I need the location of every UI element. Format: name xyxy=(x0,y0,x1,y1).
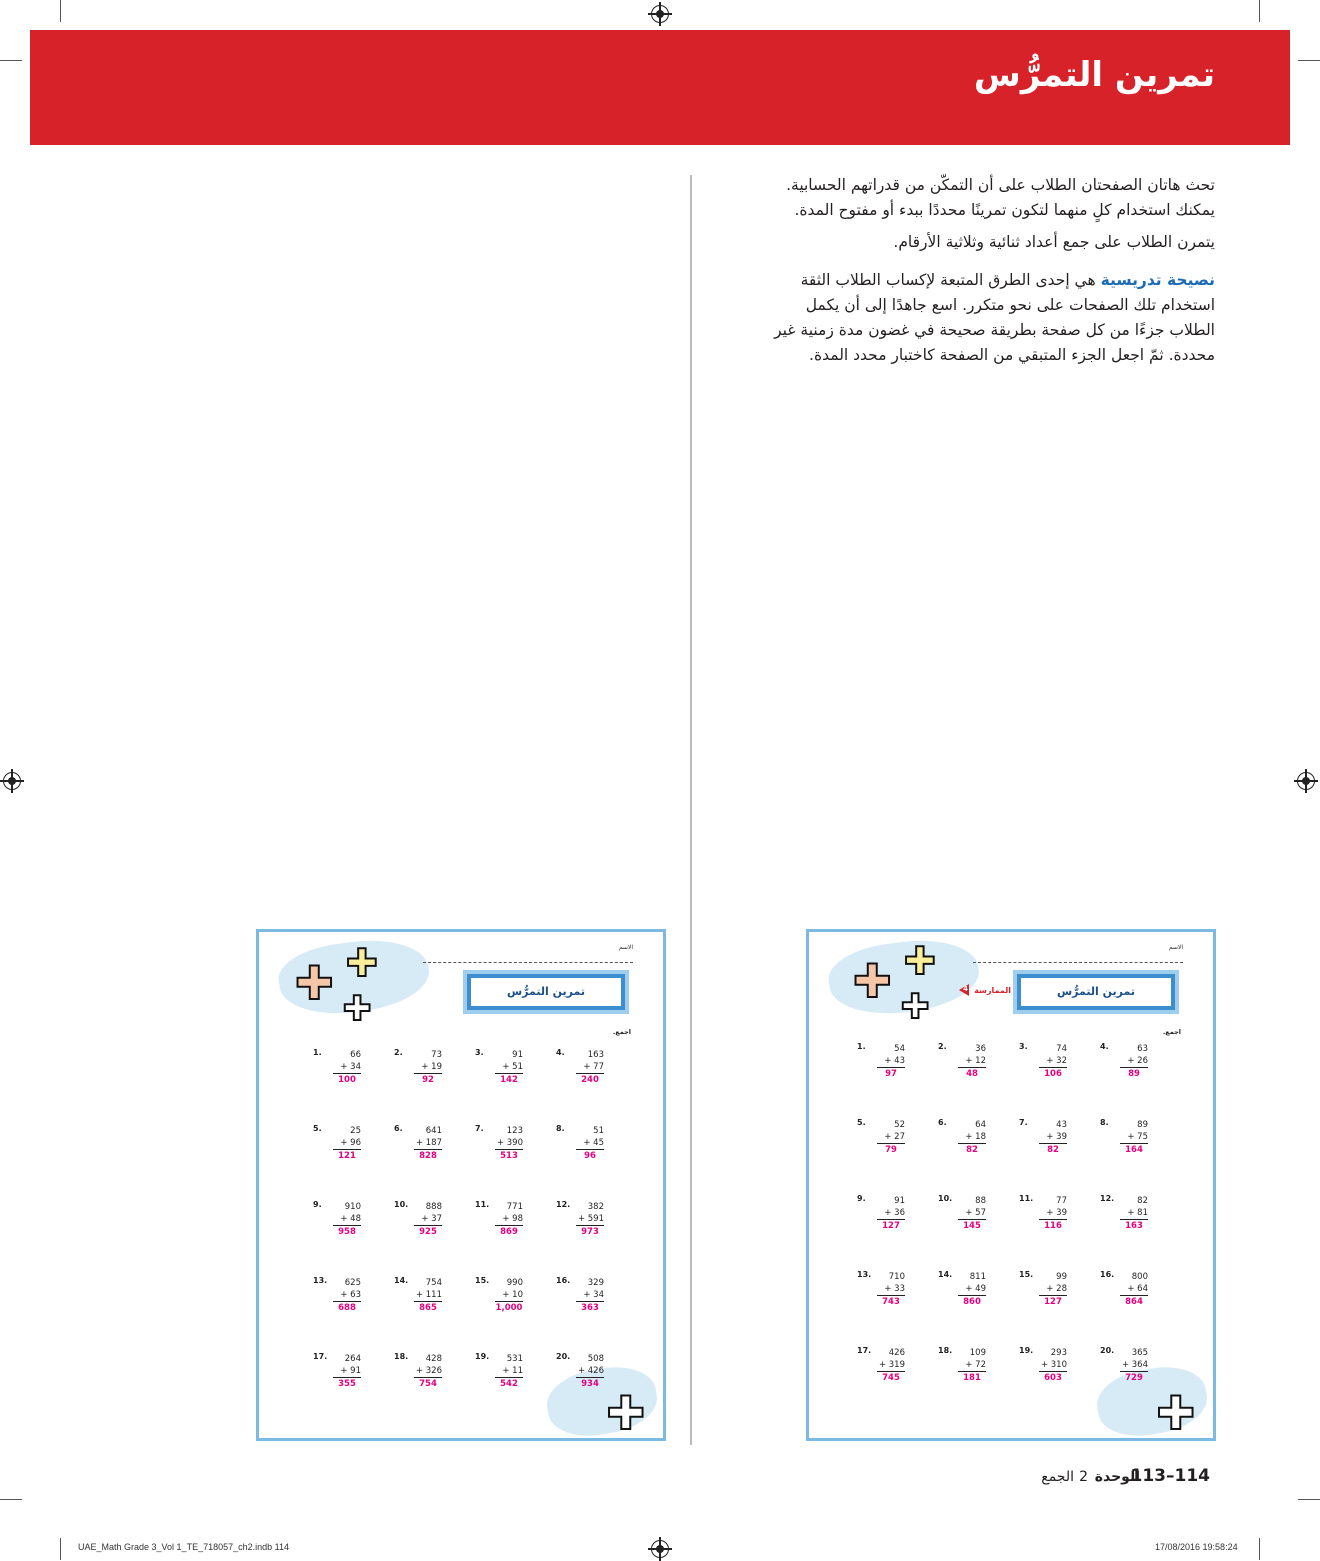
addition-problem xyxy=(1100,1118,1160,1158)
addend-bottom: + 98 xyxy=(495,1214,523,1226)
problem-number: 7. xyxy=(1019,1118,1028,1127)
addend-bottom: + 64 xyxy=(1120,1284,1148,1296)
answer: 869 xyxy=(500,1227,518,1237)
page-range: 113–114 xyxy=(1130,1466,1210,1486)
addition-problem xyxy=(857,1194,917,1234)
addend-bottom: + 81 xyxy=(1120,1208,1148,1220)
addend-top: 811 xyxy=(969,1272,986,1282)
problem-number: 10. xyxy=(394,1200,409,1209)
addend-bottom: + 32 xyxy=(1039,1056,1067,1068)
problem-number: 15. xyxy=(475,1276,490,1285)
addition-problem xyxy=(938,1194,998,1234)
addend-top: 25 xyxy=(350,1126,361,1136)
addition-problem xyxy=(1019,1346,1079,1386)
problem-number: 17. xyxy=(857,1346,872,1355)
plus-sign-icon: ✚ xyxy=(346,941,378,985)
addend-top: 82 xyxy=(1137,1196,1148,1206)
answer: 743 xyxy=(882,1297,900,1307)
crop-mark xyxy=(1298,60,1320,61)
addend-top: 428 xyxy=(425,1354,442,1364)
crop-mark xyxy=(60,0,61,22)
addend-top: 754 xyxy=(425,1278,442,1288)
addend-bottom: + 390 xyxy=(496,1138,523,1148)
crop-mark xyxy=(60,1538,61,1560)
addition-problem xyxy=(938,1346,998,1386)
addend-top: 109 xyxy=(969,1348,986,1358)
plus-sign-icon: ✚ xyxy=(904,939,936,983)
answer: 106 xyxy=(1044,1069,1062,1079)
addition-problem xyxy=(313,1124,373,1164)
practice-number: 4 xyxy=(963,985,968,993)
addend-top: 990 xyxy=(506,1278,523,1288)
addend-bottom: + 63 xyxy=(333,1290,361,1302)
problem-number: 8. xyxy=(556,1124,565,1133)
addend-top: 66 xyxy=(350,1050,361,1060)
addition-problem xyxy=(556,1124,616,1164)
problem-number: 11. xyxy=(475,1200,490,1209)
file-slug: UAE_Math Grade 3_Vol 1_TE_718057_ch2.indb 114 xyxy=(78,1542,289,1552)
crop-mark xyxy=(1298,1499,1320,1500)
addend-top: 426 xyxy=(888,1348,905,1358)
addend-bottom: + 310 xyxy=(1040,1360,1067,1370)
addition-problem xyxy=(394,1276,454,1316)
addition-problem xyxy=(475,1048,535,1088)
problem-number: 3. xyxy=(1019,1042,1028,1051)
addend-bottom: + 26 xyxy=(1120,1056,1148,1068)
addition-problem xyxy=(1019,1118,1079,1158)
answer: 100 xyxy=(338,1075,356,1085)
addition-problem xyxy=(556,1048,616,1088)
problem-number: 8. xyxy=(1100,1118,1109,1127)
addend-bottom: + 326 xyxy=(415,1366,442,1376)
plus-sign-icon: ✚ xyxy=(853,954,892,1008)
addend-top: 508 xyxy=(587,1354,604,1364)
crop-mark xyxy=(1259,0,1260,22)
problem-number: 6. xyxy=(394,1124,403,1133)
addition-problem xyxy=(556,1276,616,1316)
addition-problem xyxy=(938,1270,998,1310)
addend-bottom: + 57 xyxy=(958,1208,986,1220)
addend-top: 123 xyxy=(506,1126,523,1136)
answer: 542 xyxy=(500,1379,518,1389)
addend-top: 800 xyxy=(1131,1272,1148,1282)
tip-line: الطلاب جزءًا من كل صفحة بطريقة صحيحة في غضون مدة زمنية غير xyxy=(774,321,1215,339)
addition-problem xyxy=(394,1124,454,1164)
problem-number: 7. xyxy=(475,1124,484,1133)
addend-top: 51 xyxy=(593,1126,604,1136)
addend-bottom: + 39 xyxy=(1039,1208,1067,1220)
addend-bottom: + 426 xyxy=(577,1366,604,1376)
addend-top: 54 xyxy=(894,1044,905,1054)
addend-top: 163 xyxy=(587,1050,604,1060)
addend-top: 641 xyxy=(425,1126,442,1136)
answer: 97 xyxy=(885,1069,897,1079)
answer: 1,000 xyxy=(495,1303,523,1313)
answer: 754 xyxy=(419,1379,437,1389)
teaching-tip xyxy=(695,268,1215,368)
addition-problem xyxy=(1100,1194,1160,1234)
addend-bottom: + 34 xyxy=(333,1062,361,1074)
plus-sign-icon: ✚ xyxy=(343,989,372,1029)
addend-top: 63 xyxy=(1137,1044,1148,1054)
addend-bottom: + 51 xyxy=(495,1062,523,1074)
addend-top: 264 xyxy=(344,1354,361,1364)
problem-number: 5. xyxy=(313,1124,322,1133)
problem-number: 2. xyxy=(938,1042,947,1051)
problem-number: 5. xyxy=(857,1118,866,1127)
answer: 363 xyxy=(581,1303,599,1313)
answer: 145 xyxy=(963,1221,981,1231)
problem-number: 18. xyxy=(938,1346,953,1355)
answer: 116 xyxy=(1044,1221,1062,1231)
answer: 934 xyxy=(581,1379,599,1389)
tip-heading: نصيحة تدريسية xyxy=(1100,271,1215,289)
plus-sign-icon: ✚ xyxy=(901,987,930,1027)
instruction: اجمع. xyxy=(612,1028,631,1036)
problem-number: 2. xyxy=(394,1048,403,1057)
name-field xyxy=(423,952,633,963)
addend-bottom: + 11 xyxy=(495,1366,523,1378)
addend-bottom: + 364 xyxy=(1121,1360,1148,1370)
answer: 142 xyxy=(500,1075,518,1085)
crop-mark xyxy=(0,60,22,61)
addend-bottom: + 36 xyxy=(877,1208,905,1220)
problem-number: 9. xyxy=(313,1200,322,1209)
answer: 48 xyxy=(966,1069,978,1079)
problem-number: 19. xyxy=(1019,1346,1034,1355)
addend-top: 88 xyxy=(975,1196,986,1206)
answer: 688 xyxy=(338,1303,356,1313)
addition-problem xyxy=(1100,1042,1160,1082)
addend-top: 99 xyxy=(1056,1272,1067,1282)
addend-bottom: + 34 xyxy=(576,1290,604,1302)
answer: 355 xyxy=(338,1379,356,1389)
addend-top: 64 xyxy=(975,1120,986,1130)
intro-paragraph-2: يتمرن الطلاب على جمع أعداد ثنائية وثلاثية الأرقام. xyxy=(893,233,1215,251)
problem-number: 1. xyxy=(313,1048,322,1057)
practice-label: الممارسة xyxy=(974,986,1011,995)
problem-number: 20. xyxy=(556,1352,571,1361)
crop-mark xyxy=(1259,1538,1260,1560)
addend-bottom: + 18 xyxy=(958,1132,986,1144)
problem-number: 14. xyxy=(938,1270,953,1279)
addition-problem xyxy=(313,1200,373,1240)
registration-mark-icon xyxy=(1297,772,1315,790)
answer: 828 xyxy=(419,1151,437,1161)
answer: 603 xyxy=(1044,1373,1062,1383)
crop-mark xyxy=(0,1499,22,1500)
plus-sign-icon: ✚ xyxy=(295,956,334,1010)
addend-top: 531 xyxy=(506,1354,523,1364)
answer: 121 xyxy=(338,1151,356,1161)
answer: 860 xyxy=(963,1297,981,1307)
addend-top: 382 xyxy=(587,1202,604,1212)
tip-line xyxy=(695,268,1215,293)
problem-number: 4. xyxy=(1100,1042,1109,1051)
answer: 973 xyxy=(581,1227,599,1237)
addend-top: 36 xyxy=(975,1044,986,1054)
addend-top: 89 xyxy=(1137,1120,1148,1130)
answer: 82 xyxy=(1047,1145,1059,1155)
addition-problem xyxy=(938,1118,998,1158)
problem-number: 12. xyxy=(1100,1194,1115,1203)
addend-bottom: + 187 xyxy=(415,1138,442,1148)
problem-number: 14. xyxy=(394,1276,409,1285)
addition-problem xyxy=(857,1346,917,1386)
problem-number: 20. xyxy=(1100,1346,1115,1355)
addend-bottom: + 319 xyxy=(878,1360,905,1370)
addend-bottom: + 49 xyxy=(958,1284,986,1296)
addend-top: 77 xyxy=(1056,1196,1067,1206)
addend-bottom: + 91 xyxy=(333,1366,361,1378)
problem-number: 17. xyxy=(313,1352,328,1361)
addition-problem xyxy=(475,1276,535,1316)
instruction: اجمع. xyxy=(1162,1028,1181,1036)
intro-paragraph xyxy=(715,173,1215,223)
answer: 745 xyxy=(882,1373,900,1383)
problem-number: 15. xyxy=(1019,1270,1034,1279)
addition-problem xyxy=(394,1048,454,1088)
addition-problem xyxy=(857,1042,917,1082)
addition-problem xyxy=(313,1048,373,1088)
addend-bottom: + 33 xyxy=(877,1284,905,1296)
answer: 96 xyxy=(584,1151,596,1161)
answer: 864 xyxy=(1125,1297,1143,1307)
addend-bottom: + 39 xyxy=(1039,1132,1067,1144)
addend-bottom: + 48 xyxy=(333,1214,361,1226)
answer: 163 xyxy=(1125,1221,1143,1231)
answer: 513 xyxy=(500,1151,518,1161)
addend-bottom: + 111 xyxy=(415,1290,442,1300)
intro-line: تحث هاتان الصفحتان الطلاب على أن التمكّن من قدراتهم الحسابية. xyxy=(786,176,1215,194)
addend-top: 52 xyxy=(894,1120,905,1130)
addition-problem xyxy=(1100,1270,1160,1310)
column-divider xyxy=(690,175,692,1445)
addend-bottom: + 43 xyxy=(877,1056,905,1068)
addend-bottom: + 19 xyxy=(414,1062,442,1074)
worksheet-title: تمرين التمرُّس xyxy=(1017,974,1175,1010)
addend-top: 329 xyxy=(587,1278,604,1288)
answer: 127 xyxy=(882,1221,900,1231)
addend-bottom: + 72 xyxy=(958,1360,986,1372)
addition-problem xyxy=(313,1276,373,1316)
unit-label: الوحدة xyxy=(1094,1469,1140,1485)
answer: 240 xyxy=(581,1075,599,1085)
addend-top: 74 xyxy=(1056,1044,1067,1054)
addend-top: 91 xyxy=(894,1196,905,1206)
addend-bottom: + 10 xyxy=(495,1290,523,1302)
name-label: الاسم xyxy=(1168,944,1183,951)
addition-problem xyxy=(556,1352,616,1392)
registration-mark-icon xyxy=(651,5,669,23)
answer: 729 xyxy=(1125,1373,1143,1383)
name-field xyxy=(973,952,1183,963)
addition-problem xyxy=(475,1124,535,1164)
answer: 89 xyxy=(1128,1069,1140,1079)
addition-problem xyxy=(394,1352,454,1392)
addend-bottom: + 75 xyxy=(1120,1132,1148,1144)
addend-top: 365 xyxy=(1131,1348,1148,1358)
problem-number: 4. xyxy=(556,1048,565,1057)
plus-sign-icon: ✚ xyxy=(1156,1386,1195,1440)
addend-bottom: + 37 xyxy=(414,1214,442,1226)
problem-number: 13. xyxy=(313,1276,328,1285)
addend-top: 73 xyxy=(431,1050,442,1060)
addend-top: 910 xyxy=(344,1202,361,1212)
addend-bottom: + 27 xyxy=(877,1132,905,1144)
intro-line: يمكنك استخدام كلٍ منهما لتكون تمرينًا محددًا ببدء أو مفتوح المدة. xyxy=(794,201,1215,219)
addition-problem xyxy=(394,1200,454,1240)
answer: 958 xyxy=(338,1227,356,1237)
addition-problem xyxy=(1100,1346,1160,1386)
addition-problem xyxy=(475,1352,535,1392)
problem-number: 11. xyxy=(1019,1194,1034,1203)
plus-sign-icon: ✚ xyxy=(606,1386,645,1440)
answer: 92 xyxy=(422,1075,434,1085)
problem-number: 9. xyxy=(857,1194,866,1203)
addition-problem xyxy=(938,1042,998,1082)
addition-problem xyxy=(1019,1194,1079,1234)
problem-number: 12. xyxy=(556,1200,571,1209)
addend-bottom: + 12 xyxy=(958,1056,986,1068)
addend-bottom: + 77 xyxy=(576,1062,604,1074)
answer: 82 xyxy=(966,1145,978,1155)
problem-number: 18. xyxy=(394,1352,409,1361)
answer: 865 xyxy=(419,1303,437,1313)
addend-bottom: + 45 xyxy=(576,1138,604,1150)
name-label: الاسم xyxy=(618,944,633,951)
addition-problem xyxy=(475,1200,535,1240)
registration-mark-icon xyxy=(3,772,21,790)
problem-number: 16. xyxy=(556,1276,571,1285)
date-slug: 17/08/2016 19:58:24 xyxy=(1155,1542,1238,1552)
addition-problem xyxy=(1019,1270,1079,1310)
addend-bottom: + 591 xyxy=(577,1214,604,1224)
page-title: تمرين التمرُّس xyxy=(973,55,1215,95)
addend-bottom: + 28 xyxy=(1039,1284,1067,1296)
answer: 181 xyxy=(963,1373,981,1383)
answer: 925 xyxy=(419,1227,437,1237)
addend-top: 888 xyxy=(425,1202,442,1212)
worksheet-title: تمرين التمرُّس xyxy=(467,974,625,1010)
problem-number: 3. xyxy=(475,1048,484,1057)
addend-bottom: + 96 xyxy=(333,1138,361,1150)
addition-problem xyxy=(556,1200,616,1240)
addend-top: 771 xyxy=(506,1202,523,1212)
tip-line: استخدام تلك الصفحات على نحو متكرر. اسع جاهدًا إلى أن يكمل xyxy=(805,296,1215,314)
problem-number: 6. xyxy=(938,1118,947,1127)
addend-top: 710 xyxy=(888,1272,905,1282)
addition-problem xyxy=(857,1118,917,1158)
worksheet-practice xyxy=(806,929,1216,1441)
problem-number: 19. xyxy=(475,1352,490,1361)
addend-top: 625 xyxy=(344,1278,361,1288)
problem-number: 1. xyxy=(857,1042,866,1051)
addend-top: 293 xyxy=(1050,1348,1067,1358)
tip-line: محددة. ثمّ اجعل الجزء المتبقي من الصفحة كاختبار محدد المدة. xyxy=(809,346,1215,364)
problem-number: 13. xyxy=(857,1270,872,1279)
worksheet-skills xyxy=(256,929,666,1441)
addition-problem xyxy=(857,1270,917,1310)
answer: 79 xyxy=(885,1145,897,1155)
tip-text: هي إحدى الطرق المتبعة لإكساب الطلاب الثقة xyxy=(800,271,1096,289)
volume-label: الجمع xyxy=(1041,1469,1074,1485)
addend-top: 43 xyxy=(1056,1120,1067,1130)
addition-problem xyxy=(313,1352,373,1392)
answer: 127 xyxy=(1044,1297,1062,1307)
problem-number: 16. xyxy=(1100,1270,1115,1279)
answer: 164 xyxy=(1125,1145,1143,1155)
problem-number: 10. xyxy=(938,1194,953,1203)
addition-problem xyxy=(1019,1042,1079,1082)
registration-mark-icon xyxy=(651,1540,669,1558)
addend-top: 91 xyxy=(512,1050,523,1060)
unit-number: 2 xyxy=(1079,1469,1088,1485)
